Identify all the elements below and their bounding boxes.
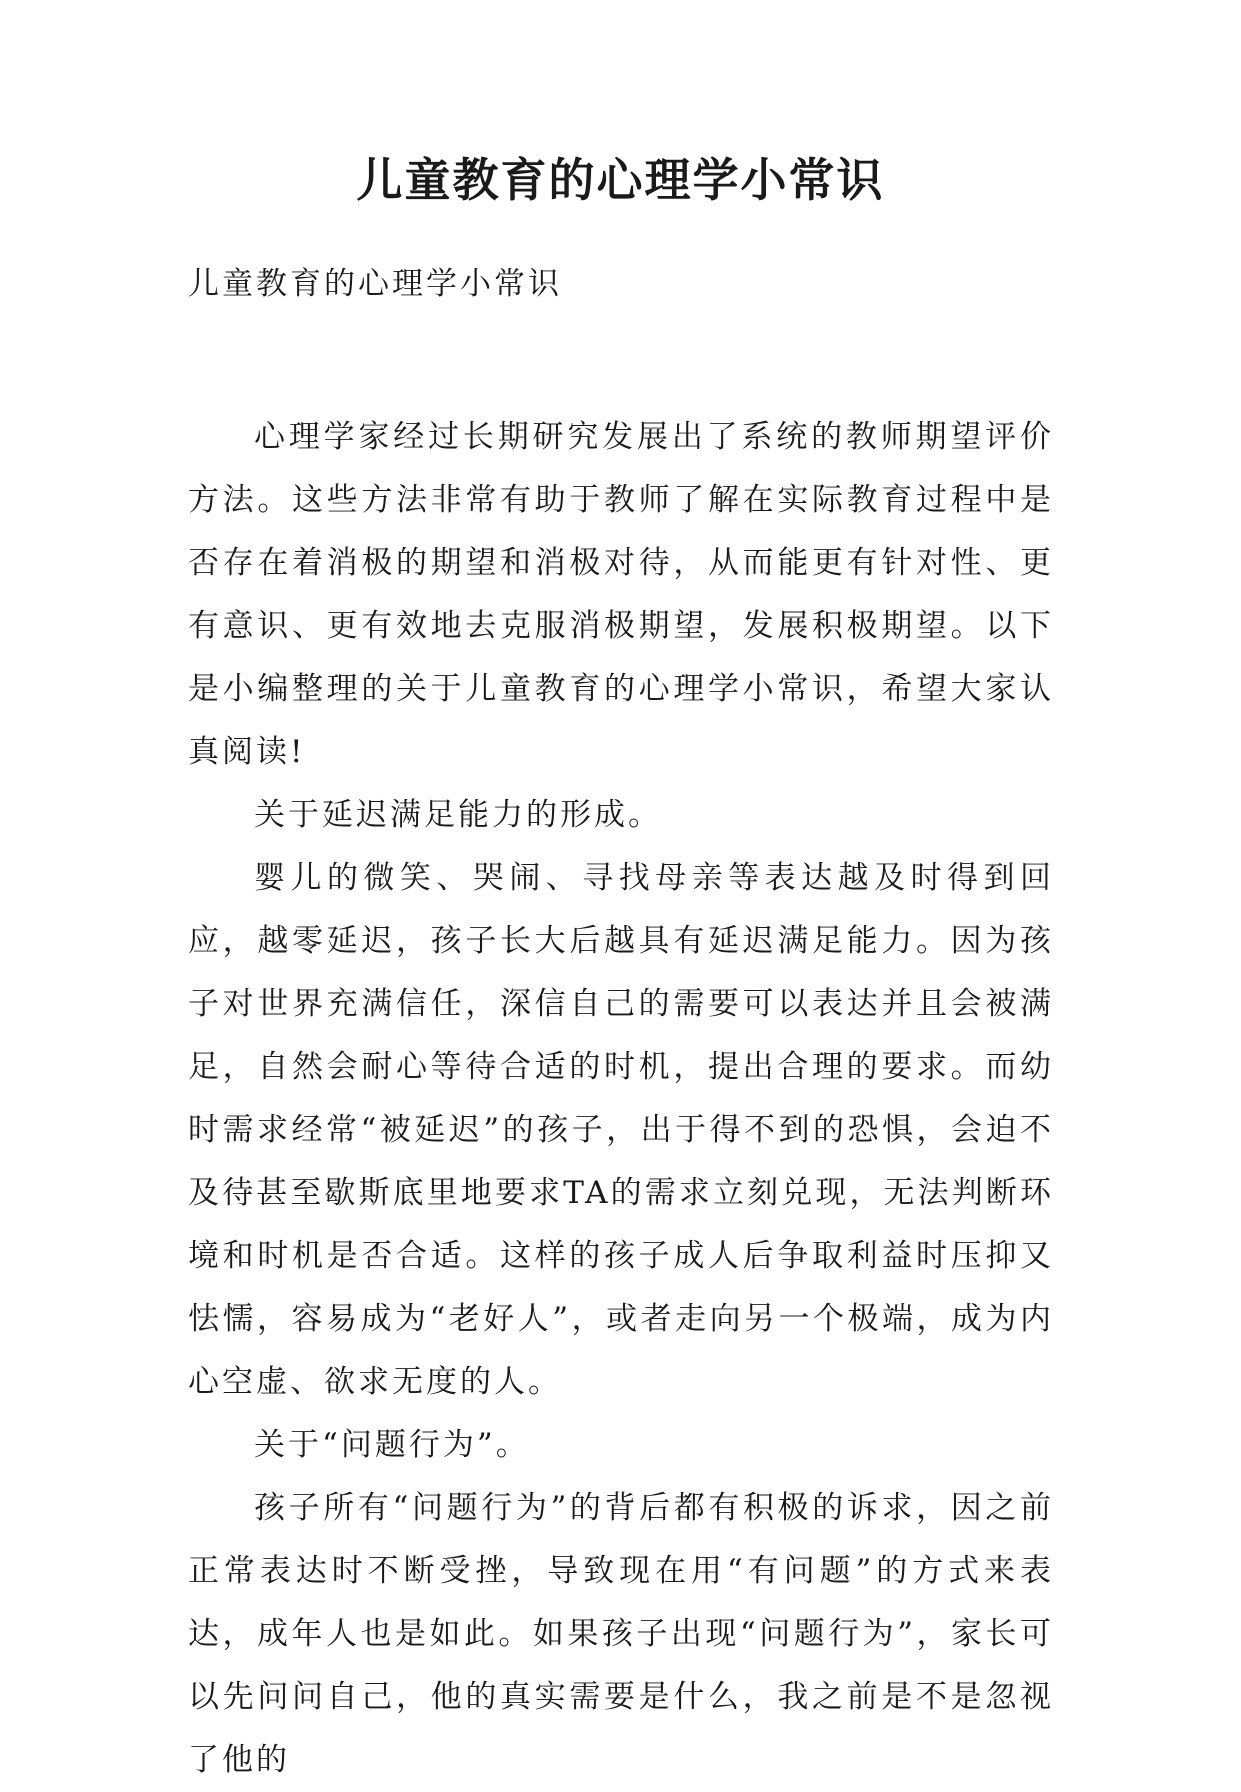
document-title: 儿童教育的心理学小常识 xyxy=(356,153,885,207)
paragraph-intro: 心理学家经过长期研究发展出了系统的教师期望评价方法。这些方法非常有助于教师了解在实际教育过程中是否存在着消极的期望和消极对待，从而能更有针对性、更有意识、更有效地去克服消极期望，发展积极期望。以下是小编整理的关于儿童教育的心理学小常识，希望大家认真阅读! xyxy=(188,419,1054,770)
paragraph-heading-problem-behavior: 关于“问题行为”。 xyxy=(254,1427,530,1463)
document-subtitle: 儿童教育的心理学小常识 xyxy=(188,266,562,302)
paragraph-delayed-gratification: 婴儿的微笑、哭闹、寻找母亲等表达越及时得到回应，越零延迟，孩子长大后越具有延迟满足能力。因为孩子对世界充满信任，深信自己的需要可以表达并且会被满足，自然会耐心等待合适的时机，提出合理的要求。而幼时需求经常“被延迟”的孩子，出于得不到的恐惧，会迫不及待甚至歇斯底里地要求TA的需求立刻兑现，无法判断环境和时机是否合适。这样的孩子成人后争取利益时压抑又怯懦，容易成为“老好人”，或者走向另一个极端，成为内心空虚、欲求无度的人。 xyxy=(188,860,1054,1400)
document-body xyxy=(188,406,1054,1792)
paragraph-problem-behavior: 孩子所有“问题行为”的背后都有积极的诉求，因之前正常表达时不断受挫，导致现在用“有问题”的方式来表达，成年人也是如此。如果孩子出现“问题行为”，家长可以先问问自己，他的真实需要是什么，我之前是不是忽视了他的 xyxy=(188,1490,1054,1778)
paragraph-heading-delayed-gratification: 关于延迟满足能力的形成。 xyxy=(254,797,662,833)
